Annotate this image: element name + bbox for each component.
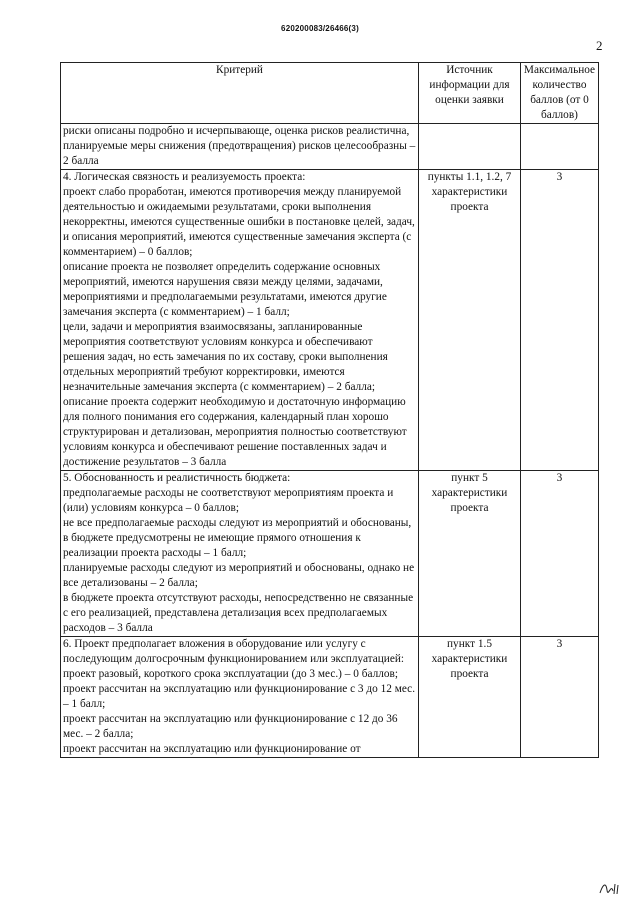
document-id: 620200083/26466(3) [281, 24, 359, 33]
criterion-text: проект рассчитан на эксплуатацию или функционирование с 12 до 36 мес. – 2 балла; [63, 713, 398, 740]
criterion-text: не все предполагаемые расходы следуют из мероприятий и обоснованы, в бюджете предусмотрены не имеющие прямого отношения к реализации проекта расходы – 1 балл; [63, 517, 412, 559]
criterion-text: проект рассчитан на эксплуатацию или функционирование от [63, 743, 361, 755]
criterion-text: риски описаны подробно и исчерпывающе, оценка рисков реалистична, планируемые меры снижения (предотвращения) рисков целесообразны – 2 балла [63, 125, 416, 167]
criterion-text: цели, задачи и мероприятия взаимосвязаны, запланированные мероприятия соответствуют условиям конкурса и обеспечивают решения задач, но есть замечания по их составу, сроки выполнения отдельных мероприятий требуют корректировки, имеются незначительные замечания эксперта (с комментарием) – 2 балла; [63, 321, 388, 393]
criterion-cell [61, 124, 419, 170]
source-cell: пункты 1.1, 1.2, 7 характеристики проекта [419, 170, 521, 471]
table-row [61, 170, 599, 471]
signature-mark [598, 880, 624, 896]
source-cell: пункт 5 характеристики проекта [419, 471, 521, 637]
criteria-table [60, 62, 599, 758]
table-row [61, 637, 599, 758]
criterion-title: 4. Логическая связность и реализуемость проекта: [63, 171, 306, 183]
criterion-title: 6. Проект предполагает вложения в оборудование или услугу с последующим долгосрочным функционированием или эксплуатацией: [63, 638, 405, 665]
source-cell [419, 124, 521, 170]
table-row [61, 124, 599, 170]
criterion-text: описание проекта содержит необходимую и достаточную информацию для полного понимания его содержания, календарный план хорошо структурирован и детализован, мероприятия полностью соответствуют условиям конкурса и обеспечивают решение поставленных задач и достижение результатов – 3 балла [63, 396, 407, 468]
criterion-text: в бюджете проекта отсутствуют расходы, непосредственно не связанные с его реализацией, представлена детализация всех предполагаемых расходов – 3 балла [63, 592, 414, 634]
max-score-cell: 3 [521, 471, 599, 637]
criterion-cell [61, 471, 419, 637]
max-score-cell: 3 [521, 170, 599, 471]
criterion-text: планируемые расходы следуют из мероприятий и обоснованы, однако не все детализованы – 2 балла; [63, 562, 415, 589]
source-cell: пункт 1.5 характеристики проекта [419, 637, 521, 758]
column-header-max-score: Максимальное количество баллов (от 0 баллов) [521, 63, 599, 124]
table-header-row [61, 63, 599, 124]
max-score-cell [521, 124, 599, 170]
criterion-text: описание проекта не позволяет определить содержание основных мероприятий, имеются нарушения связи между целями, задачами, мероприятиями и предполагаемыми результатами, имеются другие замечания эксперта (с комментарием) – 1 балл; [63, 261, 387, 318]
table-row [61, 471, 599, 637]
column-header-criterion: Критерий [61, 63, 419, 124]
criterion-text: проект разовый, короткого срока эксплуатации (до 3 мес.) – 0 баллов; [63, 668, 398, 680]
criterion-text: проект рассчитан на эксплуатацию или функционирование с 3 до 12 мес. – 1 балл; [63, 683, 416, 710]
criterion-text: предполагаемые расходы не соответствуют мероприятиям проекта и (или) условиям конкурса – 0 баллов; [63, 487, 394, 514]
criterion-title: 5. Обоснованность и реалистичность бюджета: [63, 472, 291, 484]
criterion-text: проект слабо проработан, имеются противоречия между планируемой деятельностью и ожидаемыми результатами, сроки выполнения некорректны, имеются существенные ошибки в постановке целей, задач, и описания мероприятий, имеются существенные замечания эксперта (с комментарием) – 0 баллов; [63, 186, 415, 258]
column-header-source: Источник информации для оценки заявки [419, 63, 521, 124]
criterion-cell [61, 170, 419, 471]
page-number: 2 [596, 38, 603, 53]
max-score-cell: 3 [521, 637, 599, 758]
criterion-cell [61, 637, 419, 758]
